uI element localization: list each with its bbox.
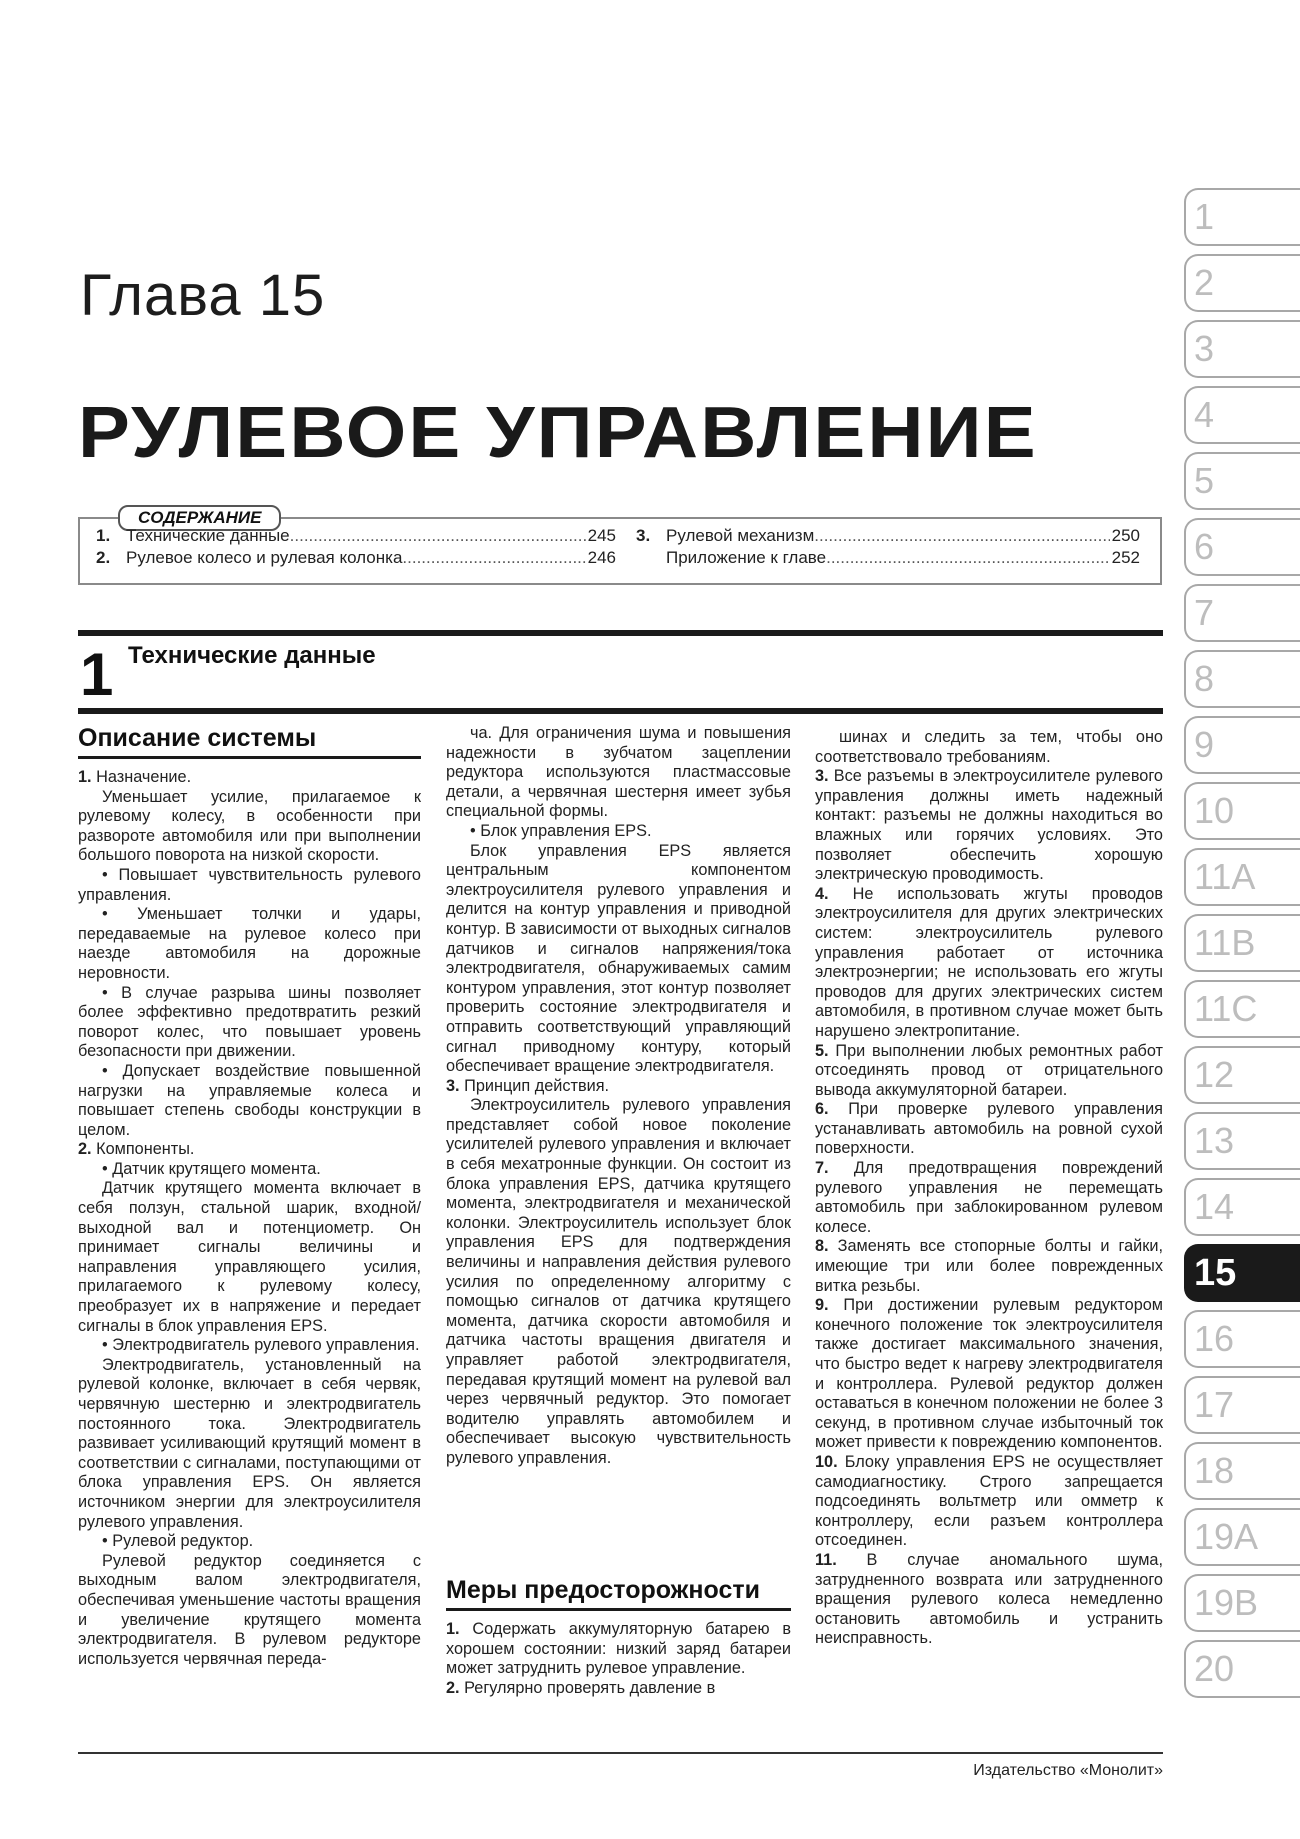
paragraph-text: Регулярно проверять давление в (464, 1678, 716, 1697)
text-column-2 (446, 724, 791, 1469)
toc-leader (826, 547, 1110, 569)
paragraph (78, 866, 421, 905)
chapter-tab-12[interactable]: 12 (1184, 1046, 1300, 1104)
paragraph (78, 1160, 421, 1180)
chapter-label: Глава 15 (80, 263, 326, 328)
chapter-tab-2[interactable]: 2 (1184, 254, 1300, 312)
paragraph-text: • Рулевой редуктор. (102, 1532, 254, 1551)
toc-item-title: Рулевой механизм (666, 526, 815, 545)
paragraph-text: Принцип действия. (464, 1076, 610, 1095)
text-column-2-continued (446, 1620, 791, 1698)
chapter-tab-4[interactable]: 4 (1184, 386, 1300, 444)
toc-item-page: 252 (1111, 548, 1140, 567)
paragraph-text: Блок управления EPS является центральным компонентом электроусилителя рулевого управления и делится на контур управления и приводной контур. В зависимости от выходных сигналов датчиков и сигналов напряжения/тока электродвигателя, обнаруживаемых самим контуром управления, этот контур позволяет проверить состояние электродвигателя и отправить соответствующий управляющий сигнал приводному контуру, который обеспечивает вращение электродвигателя. (446, 841, 791, 1076)
paragraph-text: • Датчик крутящего момента. (102, 1159, 321, 1178)
chapter-tab-16[interactable]: 16 (1184, 1310, 1300, 1368)
paragraph-text: Содержать аккумуляторную батарею в хорошем состоянии: низкий заряд батареи может затруднить рулевое управление. (446, 1620, 791, 1678)
paragraph-text: При выполнении любых ремонтных работ отсоединять провод от отрицательного вывода аккумуляторной батареи. (815, 1041, 1163, 1099)
paragraph (78, 1552, 421, 1670)
chapter-title: РУЛЕВОЕ УПРАВЛЕНИЕ (78, 393, 1038, 473)
paragraph (78, 905, 421, 983)
toc-leader (290, 525, 586, 547)
paragraph (446, 1077, 791, 1097)
paragraph-text: • Допускает воздействие повышенной нагрузки на управляемые колеса и повышает степень свободы конструкции в целом. (78, 1061, 421, 1139)
chapter-tab-5[interactable]: 5 (1184, 452, 1300, 510)
item-number: 8. (815, 1237, 829, 1256)
item-number: 1. (446, 1620, 460, 1638)
paragraph-text: В случае аномального шума, затрудненного возврата или затрудненного вращения рулевого колеса немедленно остановить автомобиль и устранить неисправность. (815, 1550, 1163, 1648)
paragraph (446, 1096, 791, 1468)
paragraph (815, 1100, 1163, 1159)
paragraph (815, 767, 1163, 885)
paragraph (446, 1620, 791, 1679)
paragraph (446, 842, 791, 1077)
toc-item[interactable] (636, 525, 1140, 547)
section-number: 1 (80, 641, 114, 708)
paragraph-text: Все разъемы в электроусилителе рулевого управления должны иметь надежный контакт: разъемы не должны находиться во влажных или горячих условиях. Это позволяет обеспечить хорошую электрическую проводимость. (815, 767, 1163, 884)
chapter-tab-19a[interactable]: 19A (1184, 1508, 1300, 1566)
item-number: 3. (815, 767, 829, 786)
chapter-tab-20[interactable]: 20 (1184, 1640, 1300, 1698)
paragraph (446, 724, 791, 822)
chapter-tab-9[interactable]: 9 (1184, 716, 1300, 774)
paragraph-text: Датчик крутящего момента включает в себя ползун, стальной шарик, входной/выходной вал и потенциометр. Он принимает сигналы величины и направления управляющего усилия, прилагаемого к рулевому колесу, преобразует их в напряжение и передает сигналы в блок управления EPS. (78, 1179, 421, 1335)
chapter-tab-19b[interactable]: 19B (1184, 1574, 1300, 1632)
toc-item-number: 3. (636, 526, 651, 545)
paragraph-text: • Повышает чувствительность рулевого управления. (78, 865, 421, 904)
toc-leader (814, 525, 1109, 547)
paragraph-text: Компоненты. (96, 1140, 195, 1159)
paragraph-text: ча. Для ограничения шума и повышения надежности в зубчатом зацеплении редуктора используются пластмассовые детали, а червячная шестерня имеет зубья специальной формы. (446, 724, 791, 821)
paragraph-text: • Электродвигатель рулевого управления. (102, 1336, 420, 1355)
toc-item-number (636, 547, 666, 569)
paragraph-text: При проверке рулевого управления устанавливать автомобиль на ровной сухой поверхности. (815, 1100, 1164, 1158)
subsection-heading: Описание системы (78, 724, 421, 759)
item-number: 2. (446, 1678, 460, 1697)
paragraph-text: • Уменьшает толчки и удары, передаваемые на рулевое колесо при наезде автомобиля на дорожные неровности. (78, 905, 421, 982)
paragraph (446, 822, 791, 842)
paragraph-text: Не использовать жгуты проводов электроусилителя для других электрических систем: электроусилитель рулевого управления работает от источника электроэнергии; не использовать его жгуты проводов для других электрических систем автомобиля, в противном случае может быть нарушено электропитание. (815, 884, 1163, 1040)
section-rule-bottom (78, 708, 1163, 714)
paragraph-text: Электроусилитель рулевого управления представляет собой новое поколение усилителей рулевого управления и включает в себя мехатронные функции. Он состоит из блока управления EPS, датчика крутящего момента, электродвигателя и механической колонки. Электроусилитель использует блок управления EPS для подтверждения величины и направления действия рулевого усилия по определенному алгоритму с помощью сигналов от датчика крутящего момента, датчика скорости автомобиля и датчика частоты вращения двигателя и управляет работой электродвигателя, передавая крутящий момент на рулевой вал через червячный редуктор. Это помогает водителю управлять автомобилем и обеспечивает высокую чувствительность рулевого управления. (446, 1096, 791, 1467)
paragraph-text: Электродвигатель, установленный на рулевой колонке, включает в себя червяк, червячную шестерню и электродвигатель постоянного тока. Электродвигатель развивает усиливающий крутящий момент в соответствии с сигналами, поступающими от блока управления EPS. Он является источником энергии для электроусилителя рулевого управления. (78, 1355, 421, 1531)
chapter-tab-1[interactable]: 1 (1184, 188, 1300, 246)
item-number: 10. (815, 1452, 838, 1471)
item-number: 5. (815, 1041, 829, 1060)
toc-item-page: 250 (1111, 526, 1140, 545)
paragraph (78, 1532, 421, 1552)
chapter-tab-10[interactable]: 10 (1184, 782, 1300, 840)
chapter-tab-15[interactable]: 15 (1184, 1244, 1300, 1302)
toc-item-title: Приложение к главе (666, 548, 827, 567)
paragraph (815, 1042, 1163, 1101)
toc-item-title: Технические данные (126, 526, 290, 545)
item-number: 1. (78, 768, 92, 786)
toc-item-number: 2. (96, 548, 111, 567)
paragraph (78, 984, 421, 1062)
chapter-tab-8[interactable]: 8 (1184, 650, 1300, 708)
footer-rule (78, 1752, 1163, 1754)
toc-item-page: 246 (587, 548, 616, 567)
paragraph (78, 768, 421, 788)
section-rule-top (78, 630, 1163, 636)
chapter-tab-18[interactable]: 18 (1184, 1442, 1300, 1500)
toc-item[interactable] (96, 547, 616, 569)
item-number: 6. (815, 1100, 829, 1119)
paragraph (78, 1336, 421, 1356)
paragraph-text: • Блок управления EPS. (470, 821, 652, 840)
paragraph (78, 1062, 421, 1140)
text-column-3 (815, 728, 1163, 1649)
paragraph (78, 1140, 421, 1160)
toc-item-title: Рулевое колесо и рулевая колонка (126, 548, 403, 567)
paragraph (78, 788, 421, 866)
item-number: 2. (78, 1140, 92, 1159)
chapter-tab-11a[interactable]: 11A (1184, 848, 1300, 906)
paragraph (815, 885, 1163, 1042)
paragraph-text: Для предотвращения повреждений рулевого управления не перемещать автомобиль при заблокированном рулевом колесе. (815, 1159, 1163, 1236)
paragraph-text: Уменьшает усилие, прилагаемое к рулевому колесу, в особенности при развороте автомобиля или при выполнении большого поворота на низкой скорости. (78, 787, 421, 865)
contents-box (78, 508, 1162, 585)
chapter-tab-11b[interactable]: 11B (1184, 914, 1300, 972)
paragraph (78, 1179, 421, 1336)
paragraph (815, 728, 1163, 767)
item-number: 4. (815, 884, 829, 903)
item-number: 9. (815, 1296, 829, 1315)
toc-leader (402, 547, 585, 569)
paragraph (815, 1296, 1163, 1453)
item-number: 7. (815, 1159, 829, 1178)
contents-label: СОДЕРЖАНИЕ (118, 505, 281, 531)
publisher-name: Издательство «Монолит» (973, 1762, 1163, 1779)
chapter-tab-3[interactable]: 3 (1184, 320, 1300, 378)
paragraph-text: Назначение. (96, 768, 192, 786)
paragraph-text: • В случае разрыва шины позволяет более эффективно предотвратить резкий поворот колес, что повышает уровень безопасности при движении. (78, 983, 421, 1061)
item-number: 3. (446, 1076, 460, 1095)
chapter-tab-11c[interactable]: 11C (1184, 980, 1300, 1038)
paragraph-text: шинах и следить за тем, чтобы оно соответствовало требованиям. (815, 728, 1163, 766)
subsection-heading: Меры предосторожности (446, 1576, 791, 1611)
section-title: Технические данные (128, 642, 376, 669)
item-number: 11. (815, 1550, 837, 1569)
chapter-tab-14[interactable]: 14 (1184, 1178, 1300, 1236)
chapter-tab-13[interactable]: 13 (1184, 1112, 1300, 1170)
paragraph-text: При достижении рулевым редуктором конечного положение ток электроусилителя также достигает максимального значения, что быстро ведет к нагреву электродвигателя и контроллера. Рулевой редуктор должен оставаться в конечном положении не более 3 секунд, в противном случае избыточный ток может привести к повреждению компонентов. (815, 1296, 1163, 1452)
paragraph (815, 1159, 1163, 1237)
paragraph-text: Заменять все стопорные болты и гайки, имеющие три или более поврежденных витка резьбы. (815, 1237, 1163, 1295)
toc-item[interactable] (636, 547, 1140, 569)
paragraph-text: Рулевой редуктор соединяется с выходным валом электродвигателя, обеспечивая уменьшение частоты вращения и увеличение крутящего момента электродвигателя. В рулевом редукторе используется червячная переда- (78, 1551, 421, 1668)
paragraph-text: Блоку управления EPS не осуществляет самодиагностику. Строго запрещается подсоединять вольтметр или омметр к контроллеру, если разъем контроллера отсоединен. (815, 1452, 1164, 1550)
chapter-tab-7[interactable]: 7 (1184, 584, 1300, 642)
toc-item[interactable] (96, 525, 616, 547)
paragraph (446, 1679, 791, 1699)
toc-item-number: 1. (96, 526, 111, 545)
chapter-tab-17[interactable]: 17 (1184, 1376, 1300, 1434)
paragraph (815, 1237, 1163, 1296)
text-column-1 (78, 768, 421, 1669)
toc-item-page: 245 (587, 526, 616, 545)
paragraph (815, 1453, 1163, 1551)
paragraph (815, 1551, 1163, 1649)
chapter-tab-6[interactable]: 6 (1184, 518, 1300, 576)
paragraph (78, 1356, 421, 1532)
